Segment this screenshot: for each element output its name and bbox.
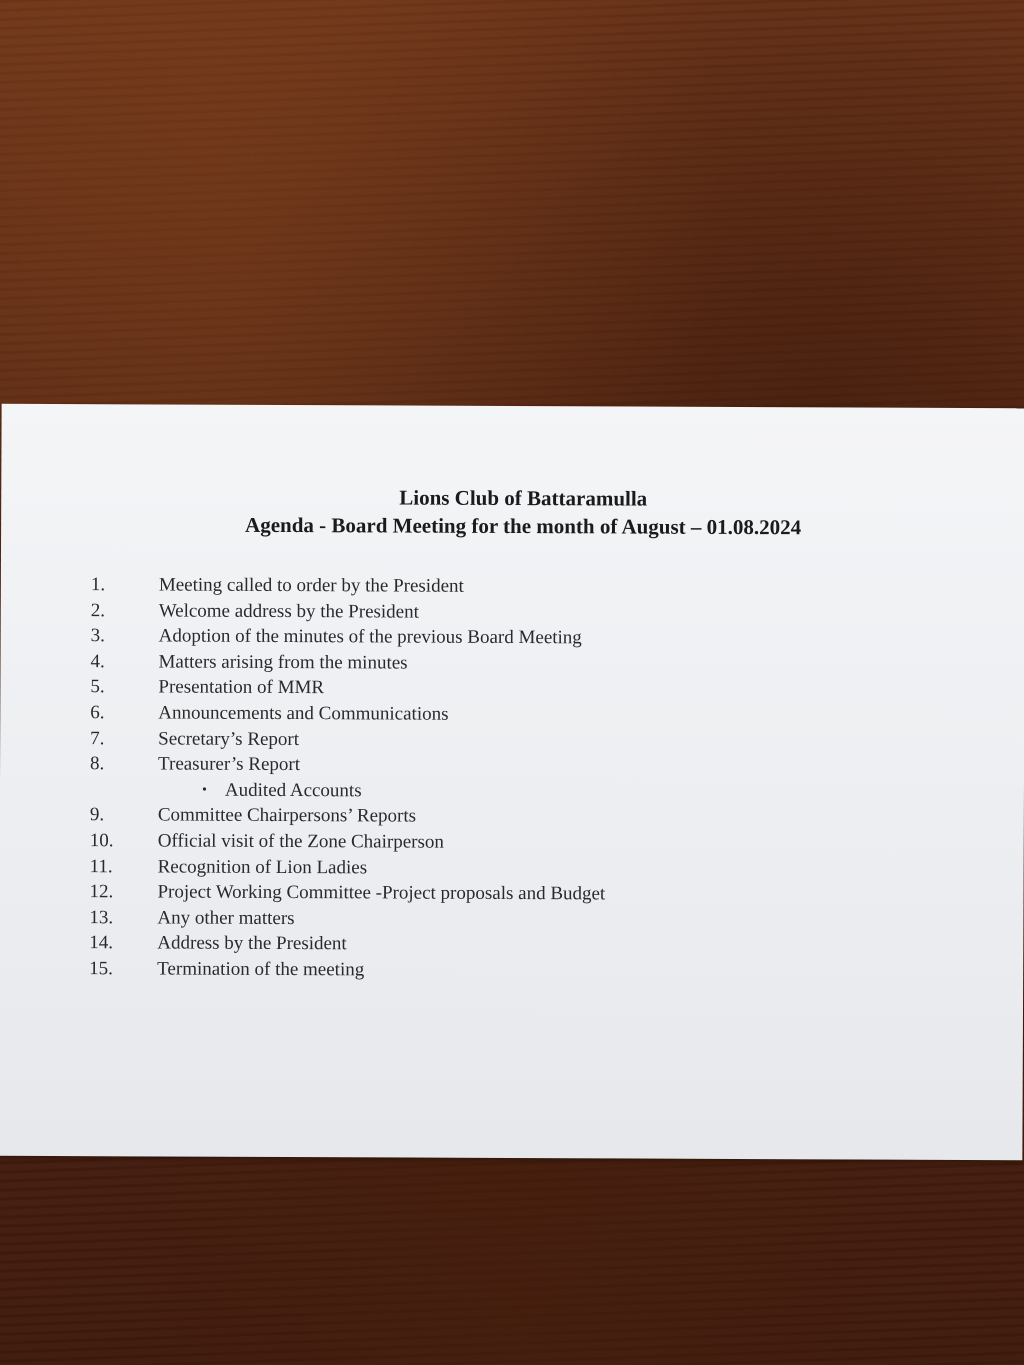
item-number: 8. [90,753,105,775]
item-text: Termination of the meeting [157,958,365,981]
item-text: Announcements and Communications [158,702,449,725]
agenda-subtitle: Agenda - Board Meeting for the month of August – 01.08.2024 [245,512,802,540]
item-number: 14. [89,932,114,954]
item-number: 10. [89,830,114,852]
item-text: Official visit of the Zone Chairperson [157,830,444,853]
agenda-item [91,623,891,652]
item-number: 5. [90,676,105,698]
item-number: 6. [90,702,105,724]
agenda-subitem [90,777,890,806]
item-text: Address by the President [157,932,347,955]
agenda-item [90,828,890,857]
subitem-text: Audited Accounts [224,779,362,802]
agenda-item [90,854,890,883]
agenda-item [89,879,889,908]
agenda-item [90,700,890,729]
agenda-item [90,675,890,704]
item-text: Matters arising from the minutes [158,651,408,674]
item-number: 15. [89,958,113,980]
item-number: 3. [90,625,105,647]
agenda-item [89,956,889,985]
agenda-paper [0,404,1024,1160]
agenda-item [89,930,889,959]
item-text: Any other matters [157,907,295,929]
item-text: Treasurer’s Report [158,753,301,776]
bullet-icon: • [201,782,207,798]
club-title: Lions Club of Battaramulla [399,485,648,511]
agenda-item [91,572,891,601]
item-text: Presentation of MMR [158,676,325,699]
item-text: Meeting called to order by the President [158,574,464,597]
agenda-item [89,905,889,934]
agenda-item [91,598,891,627]
item-number: 1. [90,574,106,596]
item-number: 13. [89,906,114,928]
item-text: Adoption of the minutes of the previous Board Meeting [158,625,582,649]
agenda-item [90,751,890,780]
item-text: Secretary’s Report [158,728,300,750]
item-number: 2. [90,599,106,621]
item-number: 9. [89,804,105,826]
item-text: Committee Chairpersons’ Reports [157,804,417,827]
agenda-item [90,726,890,755]
item-text: Welcome address by the President [158,600,419,623]
item-text: Recognition of Lion Ladies [157,855,368,878]
agenda-item [90,803,890,832]
item-number: 11. [89,855,113,877]
agenda-list [89,572,891,985]
item-number: 12. [89,881,114,903]
item-number: 4. [90,650,105,673]
item-number: 7. [90,727,105,749]
item-text: Project Working Committee -Project proposals and Budget [157,881,606,905]
agenda-item [90,649,890,678]
